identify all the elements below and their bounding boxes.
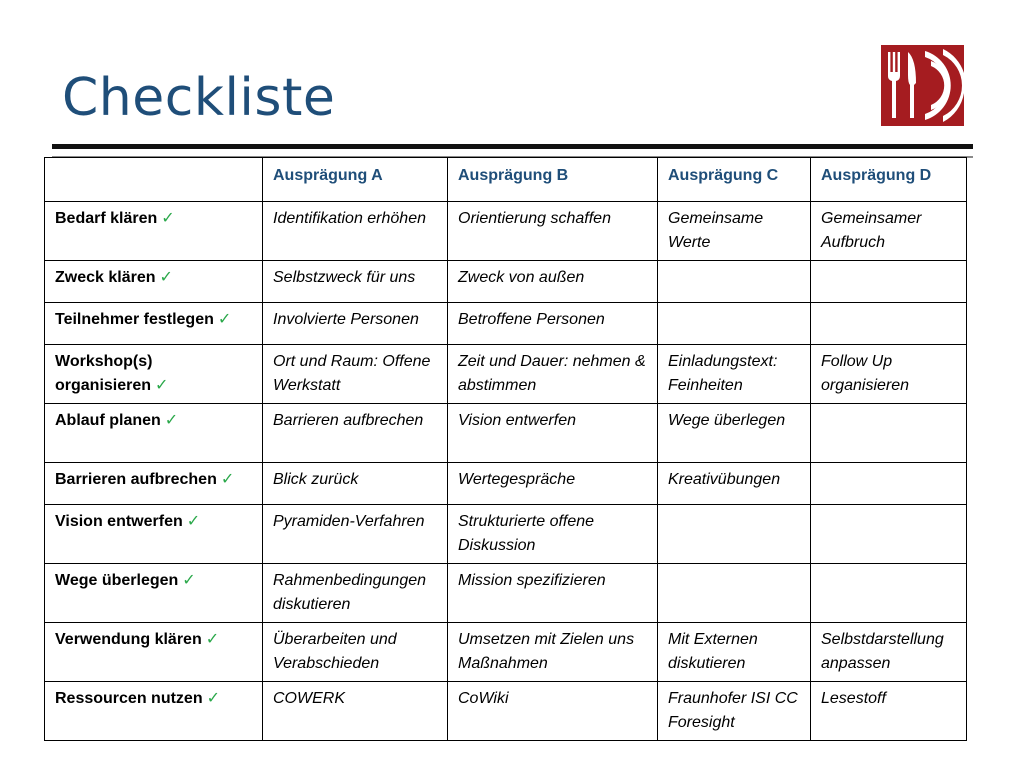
row-label: Barrieren aufbrechen ✓: [45, 463, 263, 505]
table-row: [45, 682, 967, 741]
table-row: [45, 404, 967, 463]
row-label: Ablauf planen ✓: [45, 404, 263, 463]
table-cell: Selbstdarstellung anpassen: [811, 623, 967, 682]
table-cell: Vision entwerfen: [448, 404, 658, 463]
table-cell: Wertegespräche: [448, 463, 658, 505]
column-header: Ausprägung D: [811, 158, 967, 202]
table-cell: CoWiki: [448, 682, 658, 741]
table-cell: Umsetzen mit Zielen uns Maßnahmen: [448, 623, 658, 682]
table-cell: Gemeinsame Werte: [658, 202, 811, 261]
table-cell: [811, 261, 967, 303]
row-label: Zweck klären ✓: [45, 261, 263, 303]
table-cell: Gemeinsamer Aufbruch: [811, 202, 967, 261]
cutlery-plate-icon: [881, 45, 964, 126]
check-icon: ✓: [205, 631, 220, 648]
table-cell: COWERK: [263, 682, 448, 741]
table-cell: Ort und Raum: Offene Werkstatt: [263, 345, 448, 404]
table-cell: [811, 303, 967, 345]
table-cell: Mission spezifizieren: [448, 564, 658, 623]
column-header: [45, 158, 263, 202]
row-label: Teilnehmer festlegen ✓: [45, 303, 263, 345]
check-icon: ✓: [164, 412, 179, 429]
table-cell: [658, 261, 811, 303]
check-icon: ✓: [159, 269, 173, 286]
table-row: [45, 505, 967, 564]
table-cell: Einladungstext: Feinheiten: [658, 345, 811, 404]
table-cell: Involvierte Personen: [263, 303, 448, 345]
checklist-table: [44, 157, 967, 741]
table-cell: Kreativübungen: [658, 463, 811, 505]
table-cell: Identifikation erhöhen: [263, 202, 448, 261]
check-icon: ✓: [161, 210, 175, 227]
table-cell: Zweck von außen: [448, 261, 658, 303]
check-icon: ✓: [186, 513, 201, 530]
table-cell: Blick zurück: [263, 463, 448, 505]
table-header-row: [45, 158, 967, 202]
table-cell: Zeit und Dauer: nehmen & abstimmen: [448, 345, 658, 404]
row-label: Ressourcen nutzen ✓: [45, 682, 263, 741]
table-row: [45, 345, 967, 404]
table-cell: [811, 463, 967, 505]
column-header: Ausprägung C: [658, 158, 811, 202]
table-cell: Mit Externen diskutieren: [658, 623, 811, 682]
table-cell: Wege überlegen: [658, 404, 811, 463]
row-label: Verwendung klären ✓: [45, 623, 263, 682]
table-cell: Pyramiden-Verfahren: [263, 505, 448, 564]
table-cell: Follow Up organisieren: [811, 345, 967, 404]
table-row: [45, 623, 967, 682]
table-cell: [658, 505, 811, 564]
table-cell: Fraunhofer ISI CC Foresight: [658, 682, 811, 741]
table-row: [45, 564, 967, 623]
table-cell: Rahmenbedingungen diskutieren: [263, 564, 448, 623]
check-icon: ✓: [206, 690, 220, 707]
table-cell: Überarbeiten und Verabschieden: [263, 623, 448, 682]
title-rule: [52, 144, 973, 149]
check-icon: ✓: [182, 572, 196, 589]
table-cell: Selbstzweck für uns: [263, 261, 448, 303]
table-cell: [811, 505, 967, 564]
table-cell: [658, 564, 811, 623]
table-cell: [811, 404, 967, 463]
row-label: Vision entwerfen ✓: [45, 505, 263, 564]
check-icon: ✓: [220, 471, 235, 488]
table-cell: Strukturierte offene Diskussion: [448, 505, 658, 564]
check-icon: ✓: [155, 377, 169, 394]
column-header: Ausprägung A: [263, 158, 448, 202]
row-label: Bedarf klären ✓: [45, 202, 263, 261]
table-row: [45, 202, 967, 261]
table-row: [45, 261, 967, 303]
table-cell: [811, 564, 967, 623]
table-cell: Betroffene Personen: [448, 303, 658, 345]
table-cell: Barrieren aufbrechen: [263, 404, 448, 463]
column-header: Ausprägung B: [448, 158, 658, 202]
table-cell: [658, 303, 811, 345]
row-label: Wege überlegen ✓: [45, 564, 263, 623]
table-cell: Orientierung schaffen: [448, 202, 658, 261]
row-label: Workshop(s) organisieren ✓: [45, 345, 263, 404]
check-icon: ✓: [217, 311, 232, 328]
table-row: [45, 303, 967, 345]
table-cell: Lesestoff: [811, 682, 967, 741]
table-row: [45, 463, 967, 505]
page-title: Checkliste: [62, 68, 336, 128]
